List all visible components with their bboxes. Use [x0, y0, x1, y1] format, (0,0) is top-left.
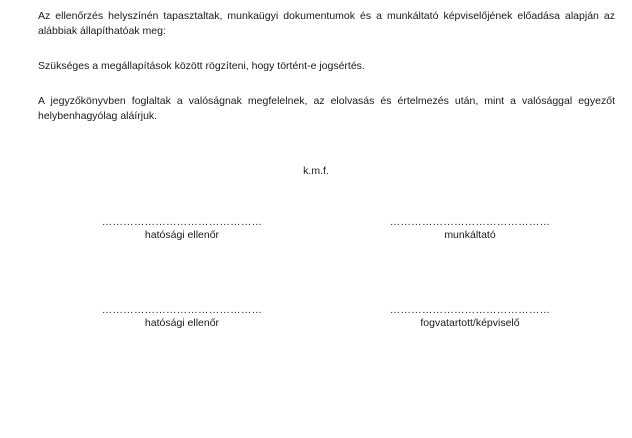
signature-line: ………………………………………: [101, 304, 263, 316]
signature-block-employer: [370, 216, 570, 243]
signature-block-detainee-representative: [370, 304, 570, 331]
violation-note-paragraph: Szükséges a megállapítások között rögzíteni, hogy történt-e jogsértés.: [38, 60, 365, 72]
signature-line: ………………………………………: [389, 216, 551, 228]
signature-block-inspector-2: [82, 304, 282, 331]
signature-line: ………………………………………: [389, 304, 551, 316]
findings-intro-paragraph: Az ellenőrzés helyszínén tapasztaltak, munkaügyi dokumentumok és a munkáltató képviselőjének előadása alapján az alábbiak állapíthatóak meg:: [38, 10, 615, 37]
signature-role: hatósági ellenőr: [144, 317, 220, 329]
signature-role: hatósági ellenőr: [144, 229, 220, 241]
attestation-paragraph: A jegyzőkönyvben foglaltak a valóságnak megfelelnek, az elolvasás és értelmezés után, mint a valósággal egyezőt helybenhagyólag aláírjuk.: [38, 95, 615, 122]
signature-line: ………………………………………: [101, 216, 263, 228]
signature-role: munkáltató: [444, 229, 496, 241]
kmf-label: k.m.f.: [303, 165, 329, 177]
signature-role: fogvatartott/képviselő: [420, 317, 520, 329]
signature-block-inspector-1: [82, 216, 282, 243]
